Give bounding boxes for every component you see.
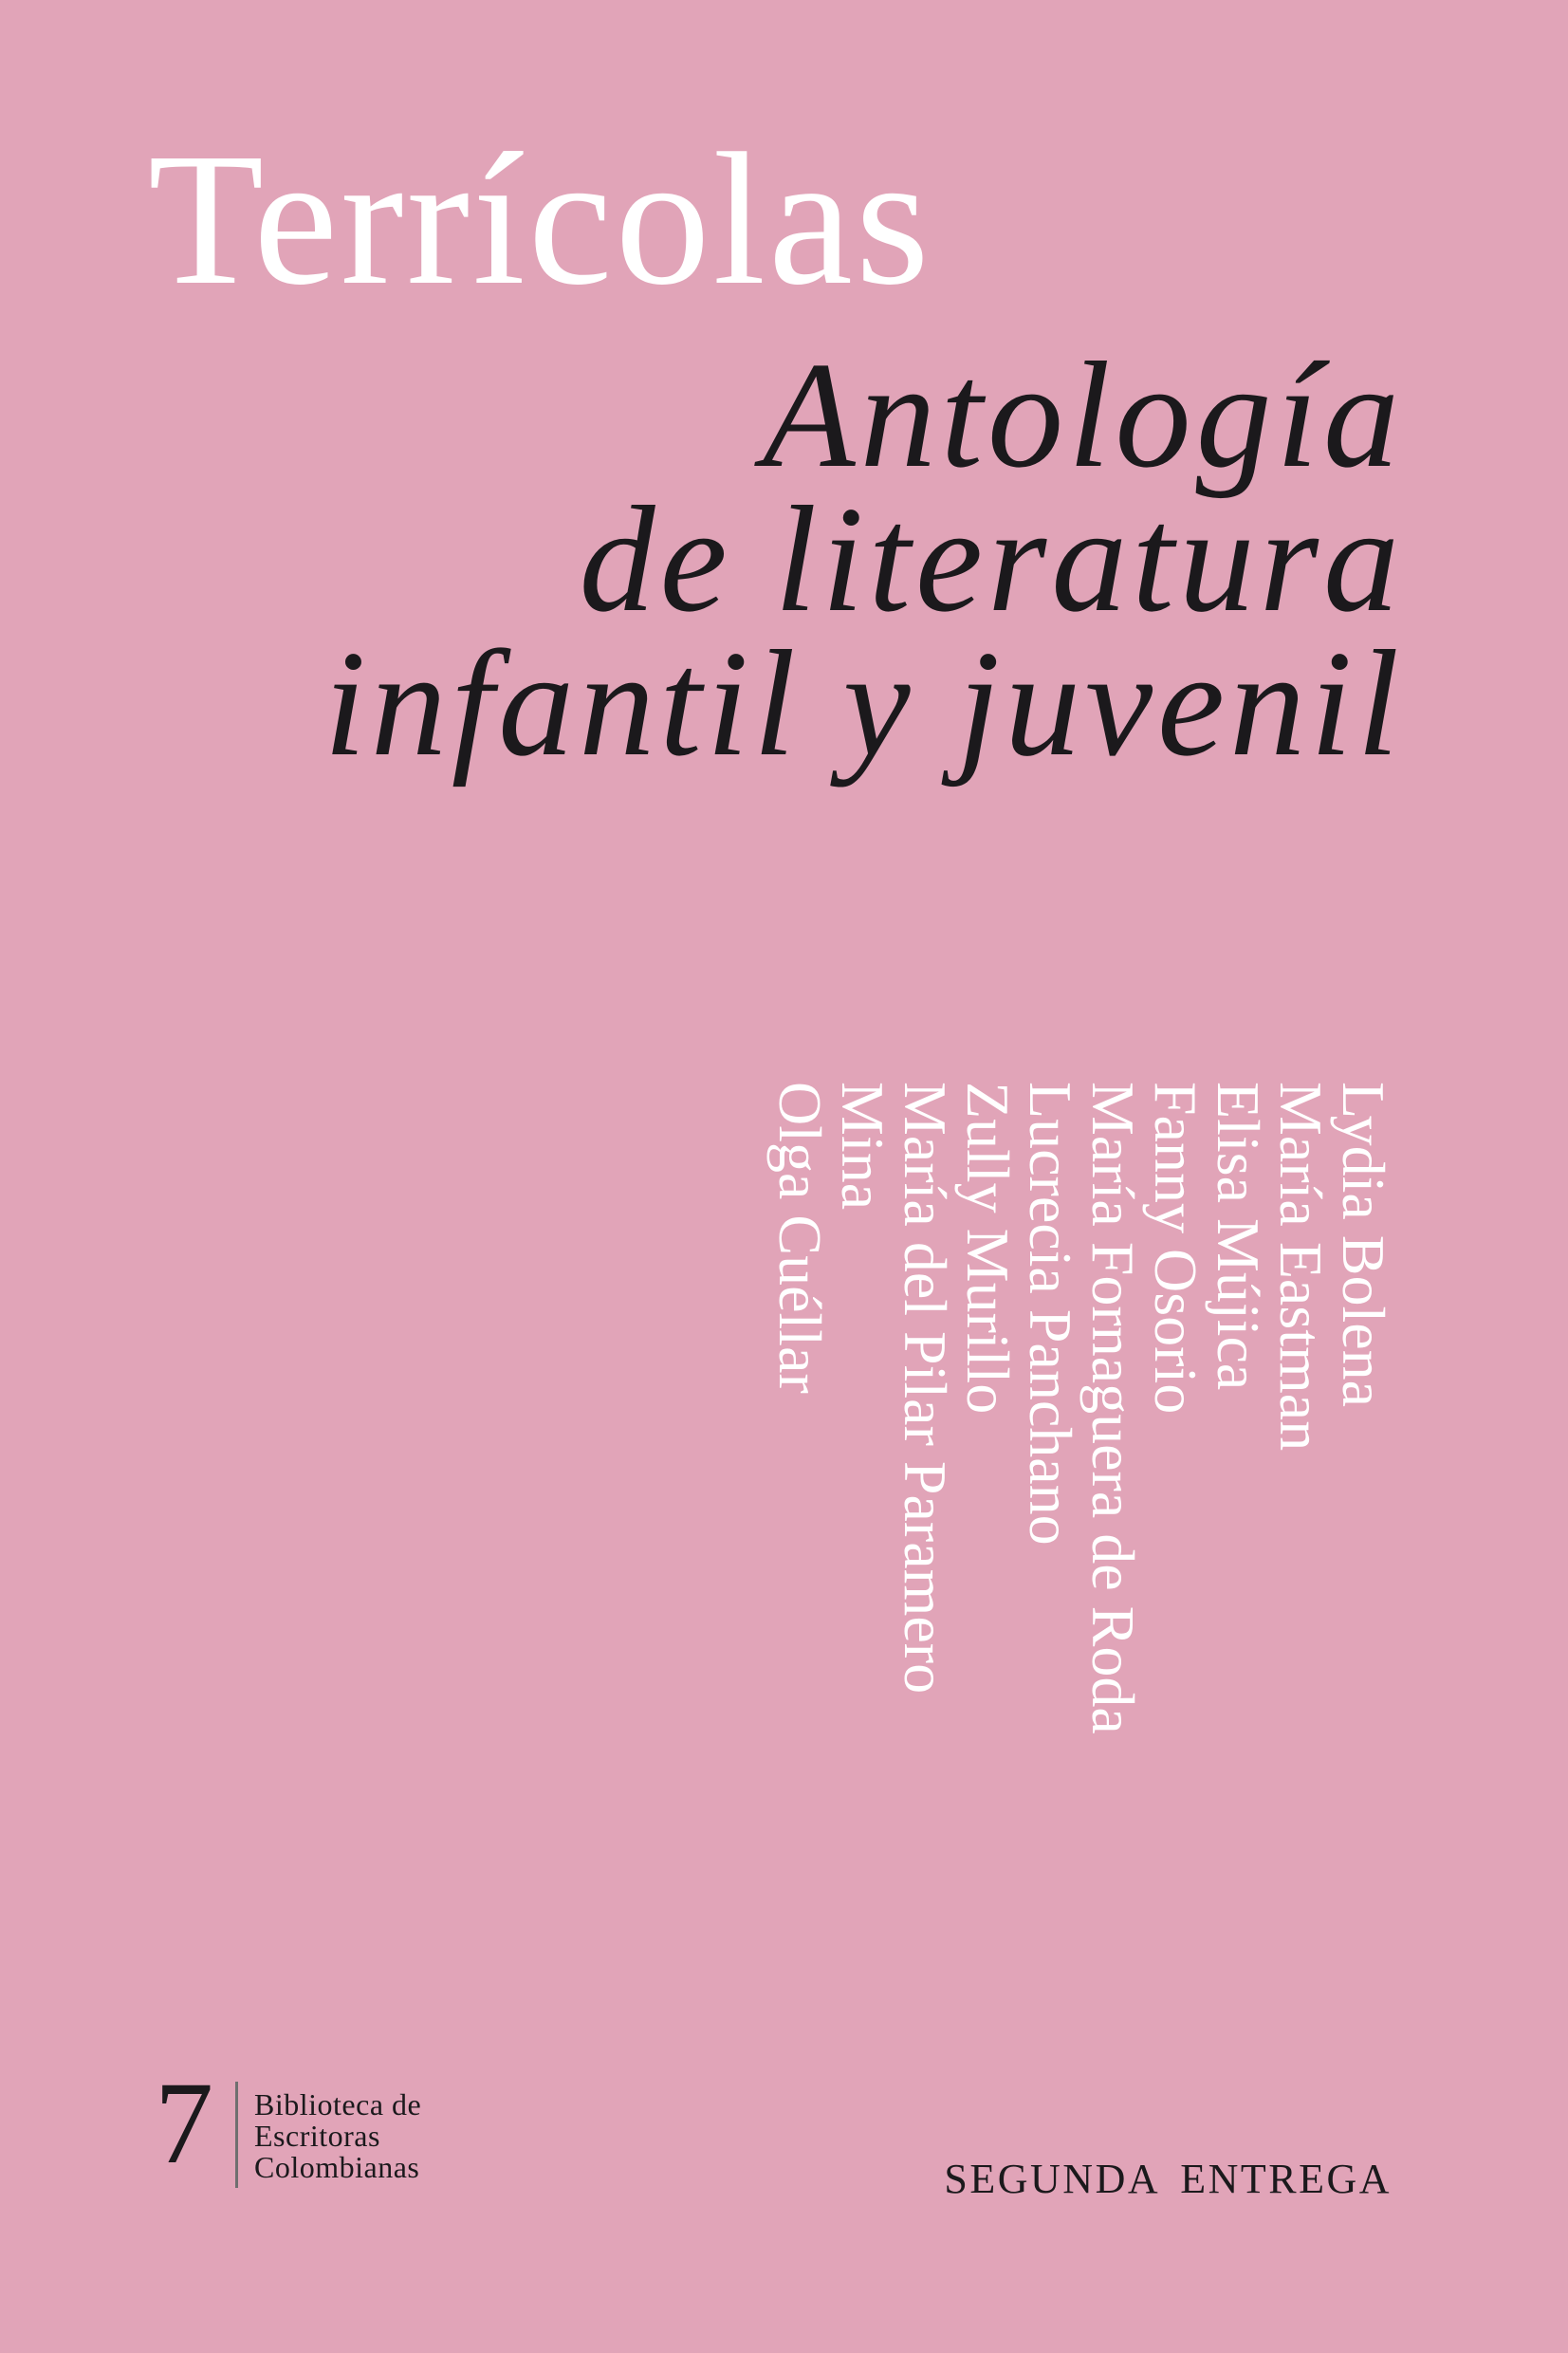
series-name-line: Colombianas <box>254 2150 420 2184</box>
series-name-line: Biblioteca de <box>254 2087 422 2121</box>
subtitle-line: Antología <box>762 330 1404 499</box>
author-name: Olga Cuéllar <box>766 1082 834 1394</box>
series-name <box>254 2089 421 2183</box>
author-name: Lydia Bolena <box>1330 1082 1397 1408</box>
series-number: 7 <box>155 2058 213 2188</box>
author-name: María Fornaguera de Roda <box>1079 1082 1147 1734</box>
series-divider <box>235 2082 238 2188</box>
author-name: Fanny Osorio <box>1142 1082 1209 1415</box>
series-name-line: Escritoras <box>254 2119 380 2153</box>
author-name: María Eastman <box>1267 1082 1335 1452</box>
subtitle-line: de literatura <box>579 474 1404 643</box>
subtitle-line: infantil y juvenil <box>323 619 1404 787</box>
authors-list <box>766 1082 1397 1734</box>
book-title: Terrícolas <box>148 115 932 324</box>
author-name: Lucrecia Panchano <box>1017 1082 1084 1546</box>
author-name: Zully Murillo <box>954 1082 1022 1415</box>
author-name: María del Pilar Paramero <box>892 1082 959 1695</box>
author-name: Mina <box>829 1082 896 1211</box>
book-subtitle <box>323 330 1404 787</box>
edition-label: SEGUNDA ENTREGA <box>944 2156 1392 2202</box>
author-name: Elisa Mújica <box>1205 1082 1272 1391</box>
